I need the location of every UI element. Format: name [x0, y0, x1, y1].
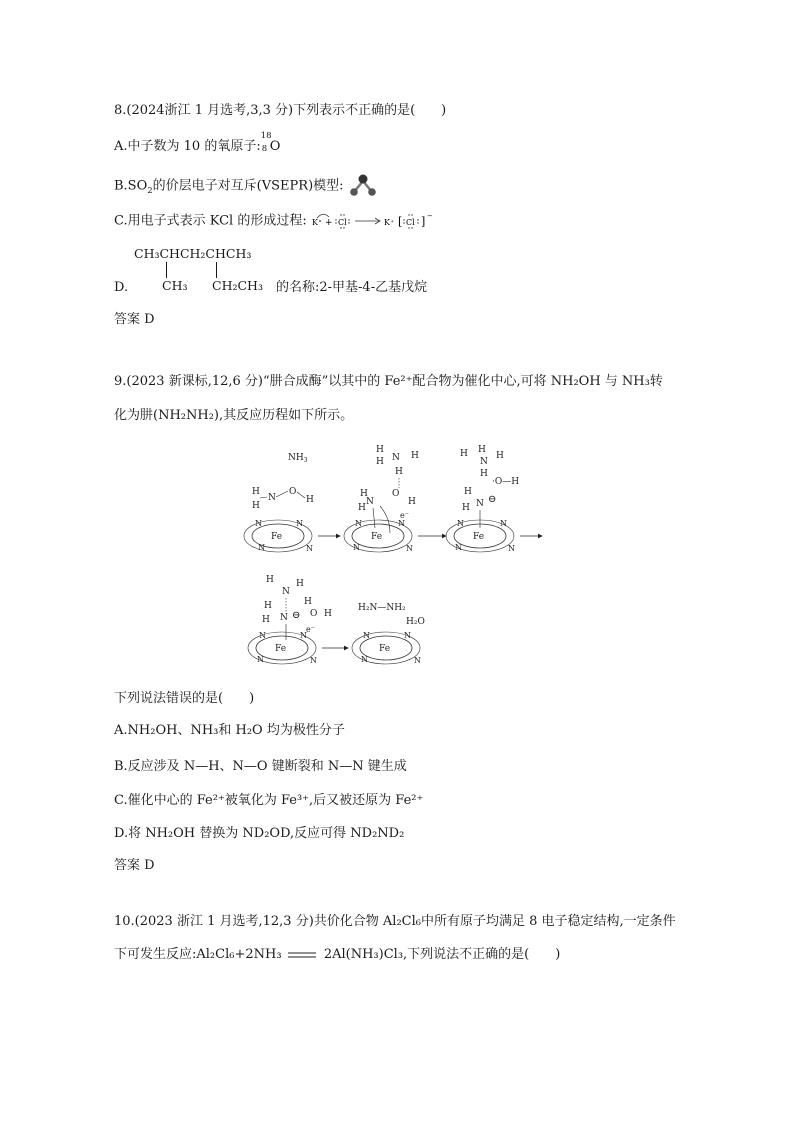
q8-isotope-numbers	[260, 131, 272, 154]
q10-line1: 10.(2023 浙江 1 月选考,12,3 分)共价化合物 Al₂Cl₆中所有原子均满足 8 电子稳定结构,一定条件	[114, 914, 676, 929]
svg-text:H: H	[480, 469, 488, 479]
q9-option-d: D.将 NH₂OH 替换为 ND₂OD,反应可得 ND₂ND₂	[114, 826, 405, 841]
q8-option-b-suffix: 的价层电子对互斥(VSEPR)模型:	[152, 178, 344, 194]
q9-option-b: B.反应涉及 N—H、N—O 键断裂和 N—N 键生成	[114, 759, 407, 774]
q9-question: 下列说法错误的是( )	[114, 691, 255, 706]
svg-text:N: N	[268, 493, 276, 503]
svg-text:e⁻: e⁻	[306, 625, 315, 634]
svg-text:N: N	[398, 519, 405, 528]
d-left-bond	[166, 262, 167, 278]
svg-text:H: H	[460, 449, 468, 459]
q9-stem-line1: 9.(2023 新课标,12,6 分)“肼合成酶”以其中的 Fe²⁺配合物为催化中心,可将 NH₂OH 与 NH₃转	[114, 374, 663, 389]
svg-text:Fe: Fe	[473, 532, 485, 542]
svg-text:Fe: Fe	[271, 532, 283, 542]
q10-line2-start: 下可发生反应:Al₂Cl₆+2NH₃	[114, 947, 282, 962]
q9-stem-line2: 化为肼(NH₂NH₂),其反应历程如下所示。	[114, 408, 354, 423]
svg-text:O: O	[310, 609, 318, 619]
svg-text:N: N	[363, 631, 370, 640]
svg-text:N: N	[457, 519, 464, 528]
svg-text:H: H	[376, 445, 384, 455]
q8-option-a-text: A.中子数为 10 的氧原子:	[114, 139, 261, 154]
svg-text:H: H	[360, 489, 368, 499]
svg-text:Fe: Fe	[371, 532, 383, 542]
d-right-branch: CH₂CH₃	[212, 278, 263, 293]
svg-text:N: N	[455, 543, 462, 552]
svg-text:N: N	[480, 457, 488, 467]
svg-text:H: H	[306, 495, 314, 505]
svg-text:H: H	[395, 467, 403, 477]
svg-text:+: +	[324, 218, 333, 228]
q8-option-b	[114, 173, 378, 199]
q8-oxygen-symbol: O	[269, 139, 281, 154]
svg-text:N: N	[406, 544, 413, 553]
svg-text:H: H	[358, 503, 366, 513]
svg-text:H: H	[252, 501, 260, 511]
svg-text:N: N	[392, 453, 400, 463]
svg-text:N: N	[257, 655, 264, 664]
c-kplus-symbol: K⁺	[383, 218, 395, 227]
svg-text:H: H	[296, 579, 304, 589]
svg-text:N: N	[258, 543, 265, 552]
q8-option-b-prefix: B.SO	[114, 178, 148, 194]
svg-text:N: N	[414, 656, 421, 665]
svg-text:H: H	[464, 487, 472, 497]
svg-text:N: N	[355, 519, 362, 528]
q9-option-a: A.NH₂OH、NH₃和 H₂O 均为极性分子	[114, 723, 345, 738]
d-left-branch: CH₃	[162, 278, 188, 293]
svg-text:⊖: ⊖	[488, 494, 497, 505]
svg-text:N: N	[361, 655, 368, 664]
svg-text:·O—H: ·O—H	[492, 477, 520, 487]
svg-text:N: N	[259, 631, 266, 640]
q8-option-d-name: 的名称:2-甲基-4-乙基戊烷	[276, 280, 428, 295]
d-right-bond	[216, 262, 217, 278]
hydrazine-label: H₂N—NH₂	[358, 603, 406, 613]
svg-text:H: H	[266, 575, 274, 585]
fe-complex-1	[244, 453, 314, 553]
c-cl-symbol: Cl	[337, 218, 347, 227]
svg-text:N: N	[296, 519, 303, 528]
q10-line2	[114, 947, 560, 963]
q8-option-c	[114, 212, 435, 230]
svg-text:N: N	[404, 631, 411, 640]
svg-text:NH3: $NH_3$	[288, 453, 308, 464]
svg-text:N: N	[353, 543, 360, 552]
svg-text:−: −	[426, 212, 433, 220]
svg-text:Fe: Fe	[379, 644, 391, 654]
q8-option-a	[114, 131, 281, 155]
svg-text:H: H	[262, 615, 270, 625]
fe-complex-5	[352, 603, 425, 665]
svg-text:]: ]	[420, 215, 426, 228]
q9-answer: 答案 D	[114, 858, 155, 873]
q8-option-d-label: D.	[114, 280, 129, 295]
svg-text:H: H	[324, 609, 332, 619]
svg-text:⊖: ⊖	[292, 610, 301, 621]
svg-text:N: N	[300, 631, 307, 640]
svg-text:H: H	[496, 451, 504, 461]
svg-text:N: N	[500, 519, 507, 528]
svg-text:N: N	[508, 544, 515, 553]
svg-text:H: H	[411, 451, 419, 461]
q10-line2-end: 2Al(NH₃)Cl₃,下列说法不正确的是( )	[323, 947, 561, 962]
q8-answer: 答案 D	[114, 312, 155, 327]
equals-sign-icon	[286, 950, 320, 960]
svg-text:Fe: Fe	[275, 644, 287, 654]
svg-text:N: N	[310, 656, 317, 665]
q8-atomic-number: 8	[261, 144, 268, 154]
svg-text:H: H	[264, 601, 272, 611]
d-main-chain: CH₃CHCH₂CHCH₃	[134, 246, 252, 261]
q9-option-c: C.催化中心的 Fe²⁺被氧化为 Fe³⁺,后又被还原为 Fe²⁺	[114, 793, 424, 808]
svg-text:H: H	[304, 597, 312, 607]
c-k-symbol: K	[311, 218, 318, 227]
electron-formula-icon	[311, 212, 435, 230]
svg-text:N: N	[366, 497, 374, 507]
water-label: H₂O	[406, 617, 425, 627]
svg-text:e⁻: e⁻	[400, 511, 409, 520]
fe-complex-2	[344, 445, 419, 553]
svg-text:N: N	[282, 587, 290, 597]
svg-text:Cl: Cl	[405, 218, 415, 227]
svg-text:N: N	[306, 544, 313, 553]
svg-text:H: H	[462, 503, 470, 513]
q8-option-d-structure	[134, 246, 284, 296]
q8-option-c-text: C.用电子式表示 KCl 的形成过程:	[114, 213, 307, 229]
fe-complex-4	[248, 575, 332, 665]
svg-text:N: N	[255, 519, 262, 528]
svg-text:N: N	[476, 499, 484, 509]
q8-stem: 8.(2024浙江 1 月选考,3,3 分)下列表示不正确的是( )	[114, 103, 447, 118]
fe-complex-3	[446, 445, 519, 553]
svg-text:H: H	[478, 445, 486, 455]
vsepr-model-icon	[348, 173, 378, 199]
svg-text:N: N	[280, 613, 288, 623]
q8-option-b-sub: 2	[147, 186, 153, 197]
reaction-mechanism-diagram	[240, 438, 550, 678]
svg-text:O: O	[392, 489, 400, 499]
q8-mass-number: 18	[260, 131, 272, 141]
svg-text:[: [	[397, 215, 403, 228]
svg-text:H: H	[376, 457, 384, 467]
svg-text:O: O	[289, 487, 297, 497]
svg-text:H: H	[408, 497, 416, 507]
svg-text:H: H	[252, 487, 260, 497]
